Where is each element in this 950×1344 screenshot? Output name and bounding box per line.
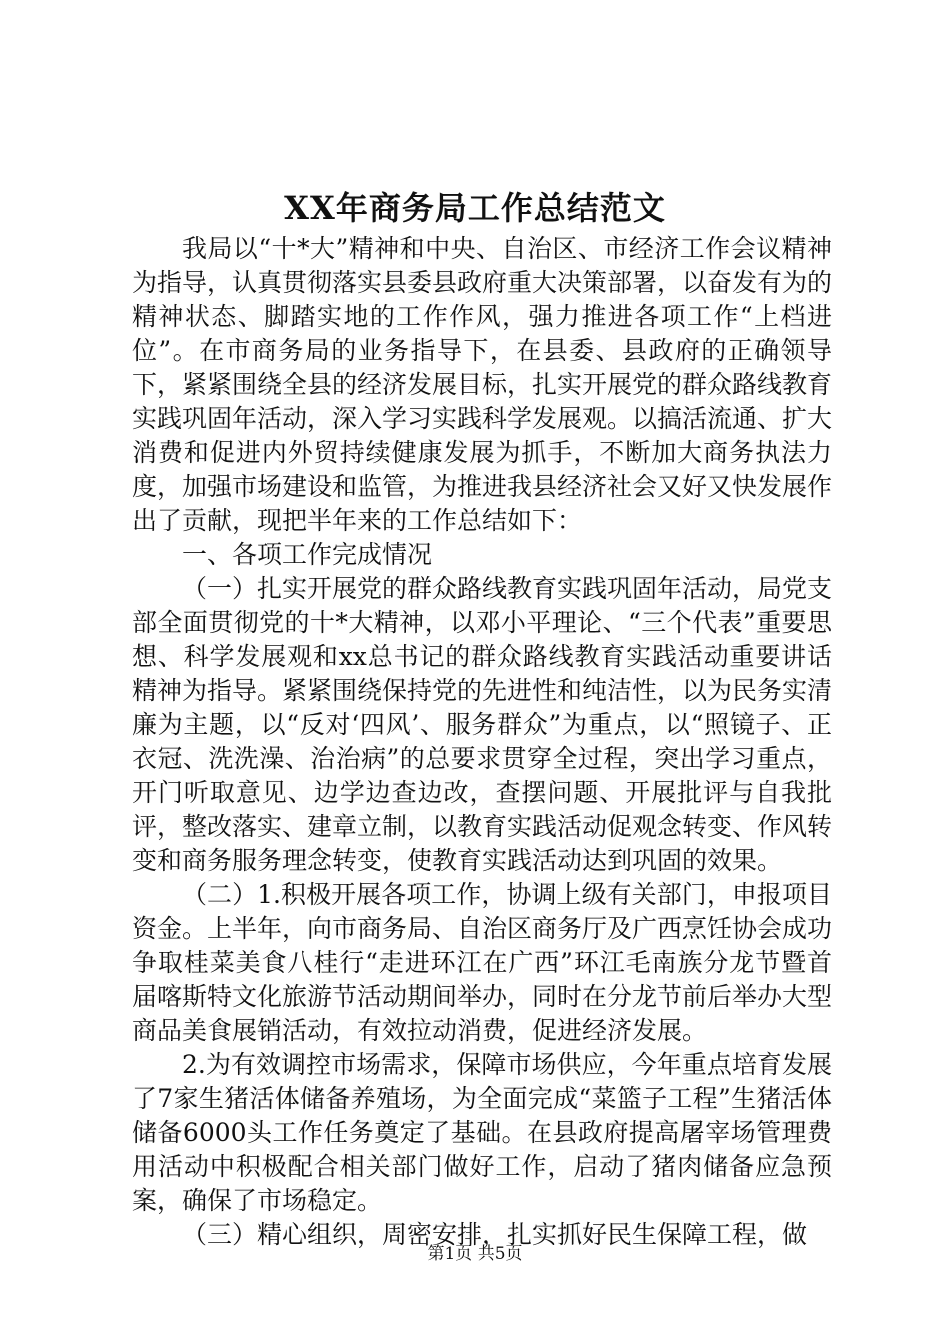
page-footer: 第1页 共5页 — [427, 1244, 523, 1264]
paragraph-item-1: （一）扎实开展党的群众路线教育实践巩固年活动，局党支部全面贯彻党的十*大精神，以邓小平理论、“三个代表”重要思想、科学发展观和xx总书记的群众路线教育实践活动重要讲话精神为指导。紧紧围绕保持党的先进性和纯洁性，以为民务实清廉为主题，以“反对‘四风’、服务群众”为重点，以“照镜子、正衣冠、洗洗澡、治治病”的总要求贯穿全过程，突出学习重点，开门听取意见、边学边查边改，查摆问题、开展批评与自我批评，整改落实、建章立制，以教育实践活动促观念转变、作风转变和商务服务理念转变，使教育实践活动达到巩固的效果。 — [132, 574, 833, 875]
paragraph-item-2: （二）1.积极开展各项工作，协调上级有关部门，申报项目资金。上半年，向市商务局、自治区商务厅及广西烹饪协会成功争取桂菜美食八桂行“走进环江在广西”环江毛南族分龙节暨首届喀斯特文化旅游节活动期间举办，同时在分龙节前后举办大型商品美食展销活动，有效拉动消费，促进经济发展。 — [132, 880, 833, 1045]
paragraph-item-3: （三）精心组织，周密安排，扎实抓好民生保障工程，做 — [182, 1220, 808, 1249]
document-body — [132, 232, 832, 1252]
section-heading-1: 一、各项工作完成情况 — [182, 540, 433, 569]
paragraph-intro: 我局以“十*大”精神和中央、自治区、市经济工作会议精神为指导，认真贯彻落实县委县政府重大决策部署，以奋发有为的精神状态、脚踏实地的工作作风，强力推进各项工作“上档进位”。在市商务局的业务指导下，在县委、县政府的正确领导下，紧紧围绕全县的经济发展目标，扎实开展党的群众路线教育实践巩固年活动，深入学习实践科学发展观。以搞活流通、扩大消费和促进内外贸持续健康发展为抓手，不断加大商务执法力度，加强市场建设和监管，为推进我县经济社会又好又快发展作出了贡献，现把半年来的工作总结如下： — [132, 234, 833, 535]
paragraph-item-2-2: 2.为有效调控市场需求，保障市场供应，今年重点培育发展了7家生猪活体储备养殖场，为全面完成“菜篮子工程”生猪活体储备6000头工作任务奠定了基础。在县政府提高屠宰场管理费用活动中积极配合相关部门做好工作，启动了猪肉储备应急预案，确保了市场稳定。 — [132, 1050, 832, 1215]
document-title: XX年商务局工作总结范文 — [284, 189, 666, 227]
